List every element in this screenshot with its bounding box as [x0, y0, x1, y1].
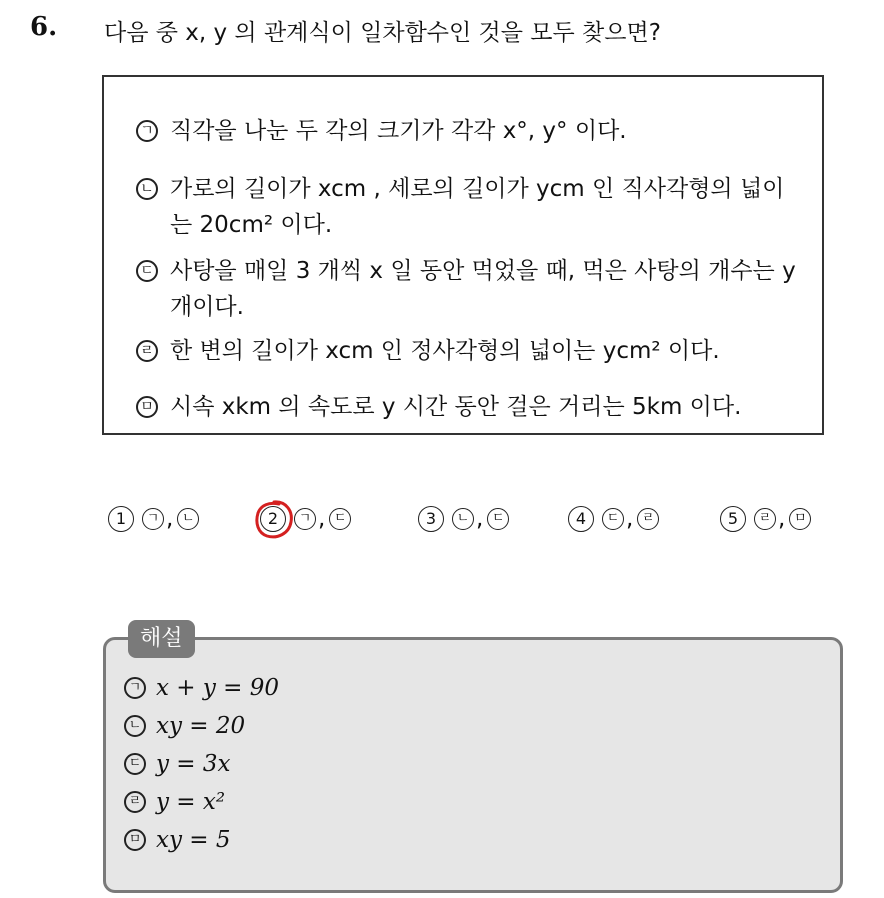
statement-text: 직각을 나눈 두 각의 크기가 각각 x°, y° 이다. [170, 118, 627, 144]
solution-equation: x + y = 90 [156, 675, 280, 701]
solution-equation: xy = 20 [156, 713, 246, 739]
statement-marker: ㄱ [136, 120, 158, 142]
choice-option: ㄷ [602, 508, 624, 530]
choice-number: 1 [108, 506, 134, 532]
choice-option: ㄷ [329, 508, 351, 530]
solution-line [124, 708, 245, 744]
solution-line [124, 670, 279, 706]
statements-box [102, 75, 824, 435]
choice-number: 2 [260, 506, 286, 532]
choice-5[interactable]: 5 ㄹ , ㅁ [720, 498, 811, 539]
statement-text: 시속 xkm 의 속도로 y 시간 동안 걸은 거리는 5km 이다. [170, 394, 742, 420]
choice-option: ㄱ [142, 508, 164, 530]
solution-equation: xy = 5 [156, 827, 231, 853]
choice-number: 5 [720, 506, 746, 532]
statement-text: 가로의 길이가 xcm , 세로의 길이가 ycm 인 직사각형의 넓이는 20cm² 이다. [170, 176, 785, 238]
choice-option: ㄴ [177, 508, 199, 530]
choice-number: 3 [418, 506, 444, 532]
solution-marker: ㄹ [124, 791, 146, 813]
statement-marker: ㅁ [136, 396, 158, 418]
choice-option: ㅁ [789, 508, 811, 530]
choice-4[interactable]: 4 ㄷ , ㄹ [568, 498, 659, 539]
solution-marker: ㄴ [124, 715, 146, 737]
statement-marker: ㄴ [136, 178, 158, 200]
choice-option: ㄹ [754, 508, 776, 530]
statement-item [136, 389, 796, 425]
solution-marker: ㄱ [124, 677, 146, 699]
statement-marker: ㄷ [136, 260, 158, 282]
statement-text: 한 변의 길이가 xcm 인 정사각형의 넓이는 ycm² 이다. [170, 338, 720, 364]
statement-item [136, 171, 796, 243]
solution-line [124, 822, 231, 858]
question-text: 다음 중 x, y 의 관계식이 일차함수인 것을 모두 찾으면? [104, 20, 661, 46]
solution-marker: ㅁ [124, 829, 146, 851]
statement-item [136, 253, 796, 325]
solution-line [124, 746, 231, 782]
choice-number: 4 [568, 506, 594, 532]
choice-option: ㄴ [452, 508, 474, 530]
solution-equation: y = x² [156, 789, 226, 815]
statement-item [136, 113, 796, 149]
choice-3[interactable]: 3 ㄴ , ㄷ [418, 498, 509, 539]
statement-text: 사탕을 매일 3 개씩 x 일 동안 먹었을 때, 먹은 사탕의 개수는 y 개이다. [170, 258, 796, 320]
choice-2[interactable]: 2 ㄱ , ㄷ [260, 498, 351, 539]
choice-option: ㄹ [637, 508, 659, 530]
answer-choices [108, 498, 828, 538]
solution-line [124, 784, 225, 820]
question-number: 6. [30, 12, 58, 42]
statement-item [136, 333, 796, 369]
choice-1[interactable]: 1 ㄱ , ㄴ [108, 498, 199, 539]
solution-equation: y = 3x [156, 751, 231, 777]
statement-marker: ㄹ [136, 340, 158, 362]
solution-marker: ㄷ [124, 753, 146, 775]
choice-option: ㄱ [294, 508, 316, 530]
choice-option: ㄷ [487, 508, 509, 530]
solution-label: 해설 [128, 620, 195, 658]
